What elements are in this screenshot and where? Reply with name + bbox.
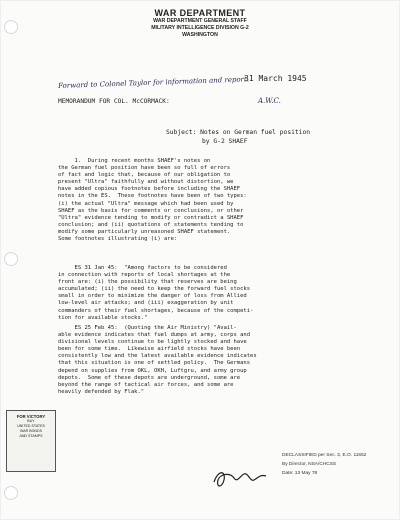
stamp-line: BUY — [27, 419, 35, 423]
letterhead — [0, 8, 400, 39]
paragraph-es-25-feb: ES 25 Feb 45: (Quoting the Air Ministry) "Avail- able evidence indicates that fuel dumps at army, corps and divisional levels continue to be lightly stocked and have been for some time. Likewise airfield stocks have been consistently low and the latest available evidence indicates that this situation is one of settled policy. The Germans depend on supplies from OKL, OKH, Luftgru, and army group depots. Some of these depots are underground, some are beyond the range of tactical air forces, and some are heavily defended by Flak." — [58, 325, 257, 395]
subject-block — [166, 128, 310, 146]
memo-date: 31 March 1945 — [244, 74, 307, 83]
war-bonds-stamp — [6, 410, 56, 472]
stamp-line: WAR BONDS — [19, 429, 43, 433]
letterhead-org: WAR DEPARTMENT — [154, 8, 246, 18]
letterhead-city: WASHINGTON — [182, 32, 218, 38]
handwritten-note: Forward to Colonel Taylor for information and report. — [58, 75, 250, 90]
punch-hole — [4, 252, 18, 266]
subject-line: by G-2 SHAEF — [202, 138, 248, 145]
paragraph-1: 1. During recent months SHAEF's notes on the German fuel position have been so full of errors of fact and logic that, because of our obligation to present "Ultra" faithfully and without distortion, we have added copious footnotes before including the SHAEF notes in the ES. These footnotes have been of two types: (i) the actual "Ultra" message which had been used by SHAEF as the basis for comments or conclusions, or other "Ultra" evidence tending to modify or contradict a SHAEF conclusion; and (ii) quotations of statements tending to modify some particularly unreasoned SHAEF statement. Some footnotes illustrating (i) are: — [58, 158, 247, 243]
punch-hole — [4, 486, 18, 500]
declassification-block — [282, 451, 366, 478]
stamp-line: FOR VICTORY — [16, 414, 46, 419]
declass-line: Date: 13 May 78 — [282, 471, 318, 476]
memo-recipient: MEMORANDUM FOR COL. McCORMACK: — [58, 98, 170, 105]
handwritten-initials: A.W.C. — [258, 97, 281, 105]
declass-line: DECLASSIFIED per Sec. 3, E.O. 11652 — [282, 453, 367, 458]
paragraph-es-31-jan: ES 31 Jan 45: "Among factors to be considered in connection with reports of local shortages at the front are: (i) the possibility that reserves are being accumulated; (ii) the need to keep the forward fuel stocks small in order to minimize the danger of loss from Allied low-level air attacks; and (iii) exaggeration by unit commanders of their fuel shortages, because of the competi- tion for available stocks." — [58, 265, 254, 321]
stamp-line: AND STAMPS — [19, 434, 43, 438]
subject-line: Notes on German fuel position — [200, 129, 311, 136]
letterhead-division: MILITARY INTELLIGENCE DIVISION G-2 — [151, 25, 249, 31]
stamp-line: UNITED STATES — [17, 424, 45, 428]
declass-line: By Director, NSA/CHCSS — [282, 462, 337, 467]
signature-scrawl — [210, 462, 270, 494]
letterhead-staff: WAR DEPARTMENT GENERAL STAFF — [153, 18, 247, 24]
subject-label: Subject: — [166, 129, 197, 136]
